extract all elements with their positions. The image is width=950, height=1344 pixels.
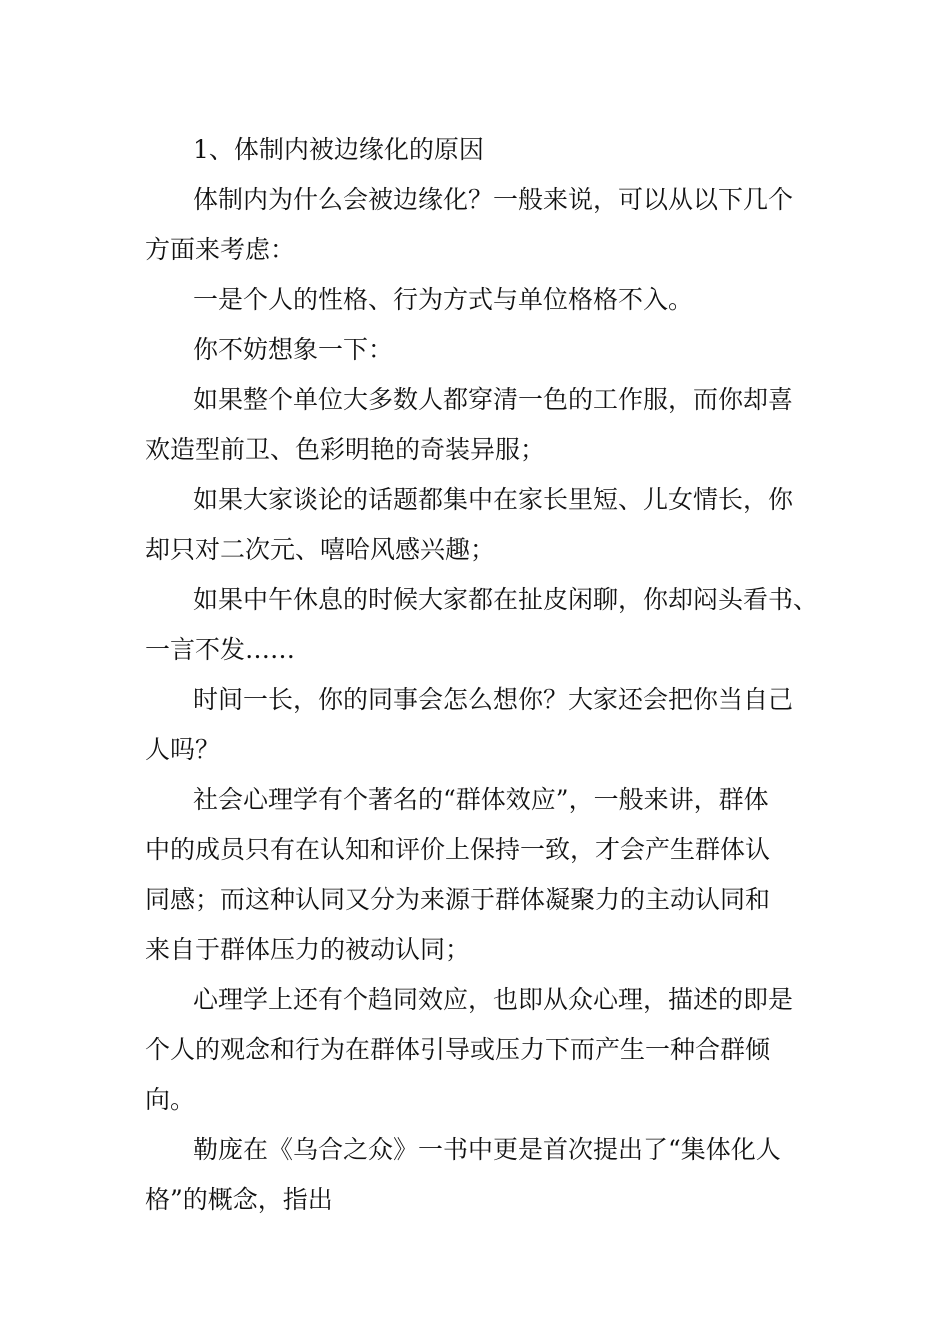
- paragraph-line: 心理学上还有个趋同效应，也即从众心理，描述的即是: [193, 985, 794, 1014]
- paragraph-line: 社会心理学有个著名的“群体效应”，一般来讲，群体: [193, 785, 769, 814]
- paragraph-line: 同感；而这种认同又分为来源于群体凝聚力的主动认同和: [145, 885, 771, 914]
- section-heading: 1、体制内被边缘化的原因: [193, 135, 484, 164]
- paragraph-line: 时间一长，你的同事会怎么想你？大家还会把你当自己: [193, 685, 794, 714]
- paragraph-line: 方面来考虑：: [145, 235, 296, 264]
- paragraph-line: 来自于群体压力的被动认同；: [145, 935, 471, 964]
- paragraph-line: 向。: [145, 1085, 196, 1114]
- paragraph-line: 中的成员只有在认知和评价上保持一致，才会产生群体认: [145, 835, 771, 864]
- paragraph-line: 如果大家谈论的话题都集中在家长里短、儿女情长，你: [193, 485, 794, 514]
- paragraph-line: 人吗？: [145, 735, 221, 764]
- paragraph-line: 欢造型前卫、色彩明艳的奇装异服；: [145, 435, 546, 464]
- paragraph-line: 如果整个单位大多数人都穿清一色的工作服，而你却喜: [193, 385, 794, 414]
- paragraph-line: 格”的概念，指出: [145, 1185, 333, 1214]
- paragraph-line: 一言不发……: [145, 635, 296, 664]
- paragraph-line: 如果中午休息的时候大家都在扯皮闲聊，你却闷头看书、: [193, 585, 819, 614]
- paragraph-line: 体制内为什么会被边缘化？一般来说，可以从以下几个: [193, 185, 794, 214]
- paragraph-line: 勒庞在《乌合之众》一书中更是首次提出了“集体化人: [193, 1135, 781, 1164]
- paragraph-line: 一是个人的性格、行为方式与单位格格不入。: [193, 285, 694, 314]
- paragraph-line: 个人的观念和行为在群体引导或压力下而产生一种合群倾: [145, 1035, 771, 1064]
- paragraph-line: 却只对二次元、嘻哈风感兴趣；: [145, 535, 496, 564]
- paragraph-line: 你不妨想象一下：: [193, 335, 394, 364]
